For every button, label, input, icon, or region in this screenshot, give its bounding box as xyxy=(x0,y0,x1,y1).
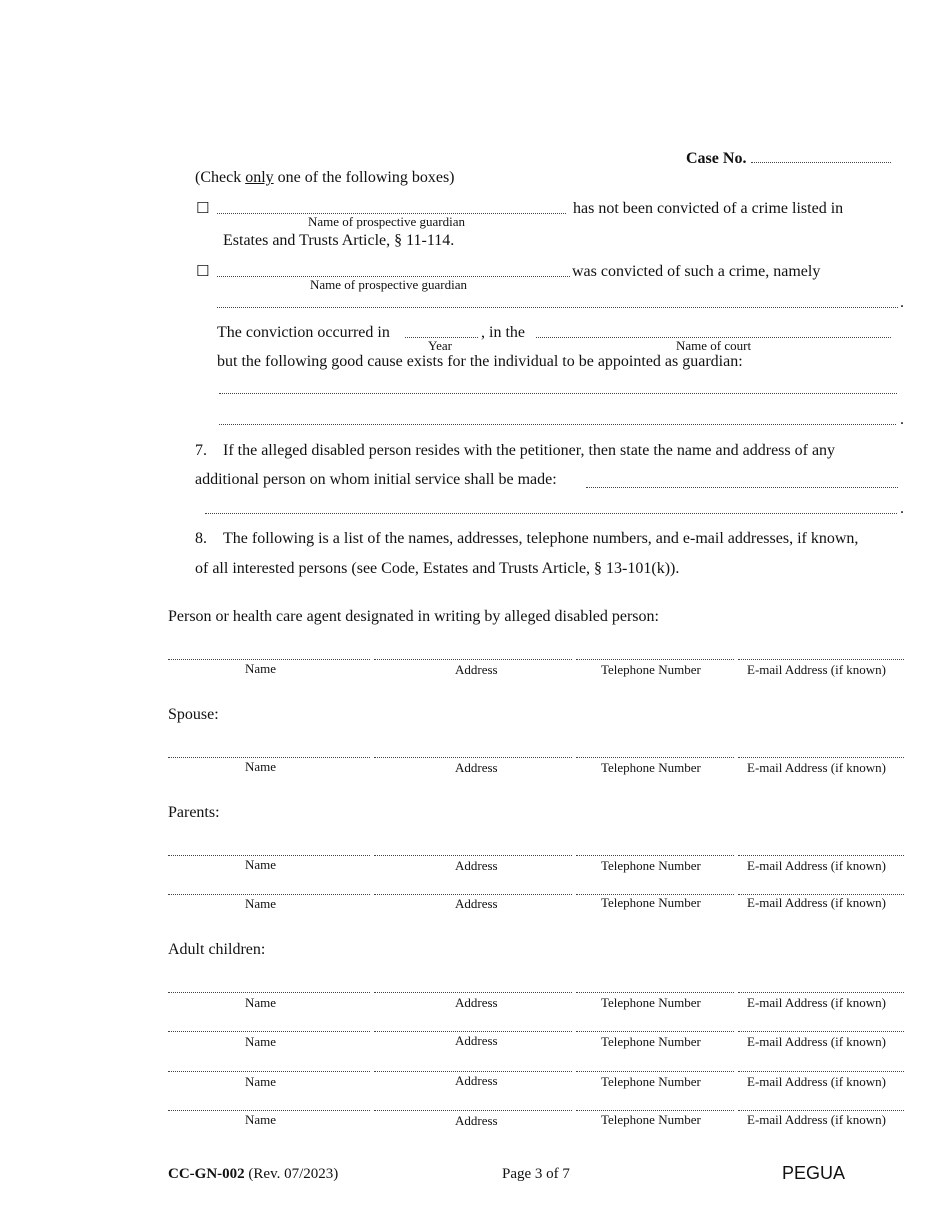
good-cause-text: but the following good cause exists for the individual to be appointed as guardian: xyxy=(217,353,743,370)
col-label-address: Address xyxy=(455,662,498,677)
group-heading-parents: Parents: xyxy=(168,804,220,821)
period-3: . xyxy=(900,500,904,517)
email-field[interactable] xyxy=(738,757,904,758)
col-label-name: Name xyxy=(245,1074,277,1089)
conviction-occurred-label: The conviction occurred in xyxy=(217,324,390,341)
col-label-email: E-mail Address (if known) xyxy=(747,1074,887,1089)
form-revision: (Rev. 07/2023) xyxy=(244,1166,339,1182)
email-field[interactable] xyxy=(738,659,904,660)
col-label-name: Name xyxy=(245,759,277,774)
pegua-stamp: PEGUA xyxy=(782,1163,846,1183)
email-field[interactable] xyxy=(738,1110,904,1111)
phone-field[interactable] xyxy=(576,855,734,856)
col-label-phone: Telephone Number xyxy=(601,760,701,775)
check-instruction: (Check only one of the following boxes) xyxy=(195,169,455,186)
col-label-email: E-mail Address (if known) xyxy=(747,1034,887,1049)
col-label-email: E-mail Address (if known) xyxy=(747,662,887,677)
name-field[interactable] xyxy=(168,1031,370,1032)
address-field[interactable] xyxy=(374,1031,572,1032)
col-label-name: Name xyxy=(245,1112,277,1127)
col-label-email: E-mail Address (if known) xyxy=(747,995,887,1010)
phone-field[interactable] xyxy=(576,1031,734,1032)
item-7-line-1: 7. If the alleged disabled person resides with the petitioner, then state the name and address of any xyxy=(195,442,836,459)
col-label-email: E-mail Address (if known) xyxy=(747,1112,887,1127)
col-label-address: Address xyxy=(455,1073,498,1088)
address-field[interactable] xyxy=(374,992,572,993)
period-1: . xyxy=(900,294,904,311)
phone-field[interactable] xyxy=(576,659,734,660)
page-number: Page 3 of 7 xyxy=(502,1166,570,1182)
col-label-name: Name xyxy=(245,1034,277,1049)
item-8-line-1: 8. The following is a list of the names, addresses, telephone numbers, and e-mail addresses, if known, xyxy=(195,530,859,547)
form-identifier xyxy=(168,1166,338,1183)
email-field[interactable] xyxy=(738,1071,904,1072)
col-label-address: Address xyxy=(455,1033,498,1048)
court-name-label: Name of court xyxy=(676,338,752,353)
convicted-text: was convicted of such a crime, namely xyxy=(572,263,821,280)
checkbox-not-convicted[interactable]: ☐ xyxy=(196,199,210,217)
col-label-address: Address xyxy=(455,1113,498,1128)
name-field[interactable] xyxy=(168,1071,370,1072)
checkbox-convicted[interactable]: ☐ xyxy=(196,262,210,280)
good-cause-field-2[interactable] xyxy=(219,424,896,425)
case-no-label: Case No. xyxy=(686,150,747,167)
col-label-address: Address xyxy=(455,896,498,911)
good-cause-field-1[interactable] xyxy=(219,393,897,394)
item-8-line-2: of all interested persons (see Code, Estates and Trusts Article, § 13-101(k)). xyxy=(195,560,680,577)
item-7-line-2: additional person on whom initial service shall be made: xyxy=(195,471,557,488)
group-heading-spouse: Spouse: xyxy=(168,706,219,723)
name-field[interactable] xyxy=(168,855,370,856)
col-label-phone: Telephone Number xyxy=(601,995,701,1010)
group-heading-agent: Person or health care agent designated in writing by alleged disabled person: xyxy=(168,608,659,625)
col-label-name: Name xyxy=(245,661,277,676)
phone-field[interactable] xyxy=(576,1110,734,1111)
email-field[interactable] xyxy=(738,855,904,856)
email-field[interactable] xyxy=(738,992,904,993)
col-label-email: E-mail Address (if known) xyxy=(747,858,887,873)
address-field[interactable] xyxy=(374,1110,572,1111)
col-label-phone: Telephone Number xyxy=(601,1074,701,1089)
col-label-email: E-mail Address (if known) xyxy=(747,760,887,775)
phone-field[interactable] xyxy=(576,757,734,758)
col-label-phone: Telephone Number xyxy=(601,895,701,910)
year-label: Year xyxy=(428,338,452,353)
form-id: CC-GN-002 xyxy=(168,1166,245,1182)
col-label-phone: Telephone Number xyxy=(601,1034,701,1049)
col-label-name: Name xyxy=(245,995,277,1010)
email-field[interactable] xyxy=(738,1031,904,1032)
col-label-address: Address xyxy=(455,995,498,1010)
name-field[interactable] xyxy=(168,659,370,660)
period-2: . xyxy=(900,411,904,428)
case-no-field[interactable] xyxy=(751,162,891,163)
col-label-phone: Telephone Number xyxy=(601,858,701,873)
name-field[interactable] xyxy=(168,757,370,758)
address-field[interactable] xyxy=(374,855,572,856)
name-field[interactable] xyxy=(168,992,370,993)
guardian-name-label-1: Name of prospective guardian xyxy=(308,214,466,229)
group-heading-adult-children: Adult children: xyxy=(168,941,266,958)
address-field[interactable] xyxy=(374,1071,572,1072)
additional-person-field-1[interactable] xyxy=(586,487,898,488)
address-field[interactable] xyxy=(374,659,572,660)
col-label-phone: Telephone Number xyxy=(601,662,701,677)
col-label-phone: Telephone Number xyxy=(601,1112,701,1127)
guardian-name-label-2: Name of prospective guardian xyxy=(310,277,468,292)
not-convicted-text: has not been convicted of a crime listed in xyxy=(573,200,844,217)
address-field[interactable] xyxy=(374,894,572,895)
col-label-address: Address xyxy=(455,858,498,873)
statute-reference: Estates and Trusts Article, § 11-114. xyxy=(223,232,455,249)
crime-description-field[interactable] xyxy=(217,307,898,308)
address-field[interactable] xyxy=(374,757,572,758)
phone-field[interactable] xyxy=(576,992,734,993)
col-label-address: Address xyxy=(455,760,498,775)
col-label-name: Name xyxy=(245,896,277,911)
name-field[interactable] xyxy=(168,894,370,895)
col-label-email: E-mail Address (if known) xyxy=(747,895,887,910)
in-the-label: , in the xyxy=(481,324,525,341)
additional-person-field-2[interactable] xyxy=(205,513,897,514)
phone-field[interactable] xyxy=(576,1071,734,1072)
name-field[interactable] xyxy=(168,1110,370,1111)
col-label-name: Name xyxy=(245,857,277,872)
